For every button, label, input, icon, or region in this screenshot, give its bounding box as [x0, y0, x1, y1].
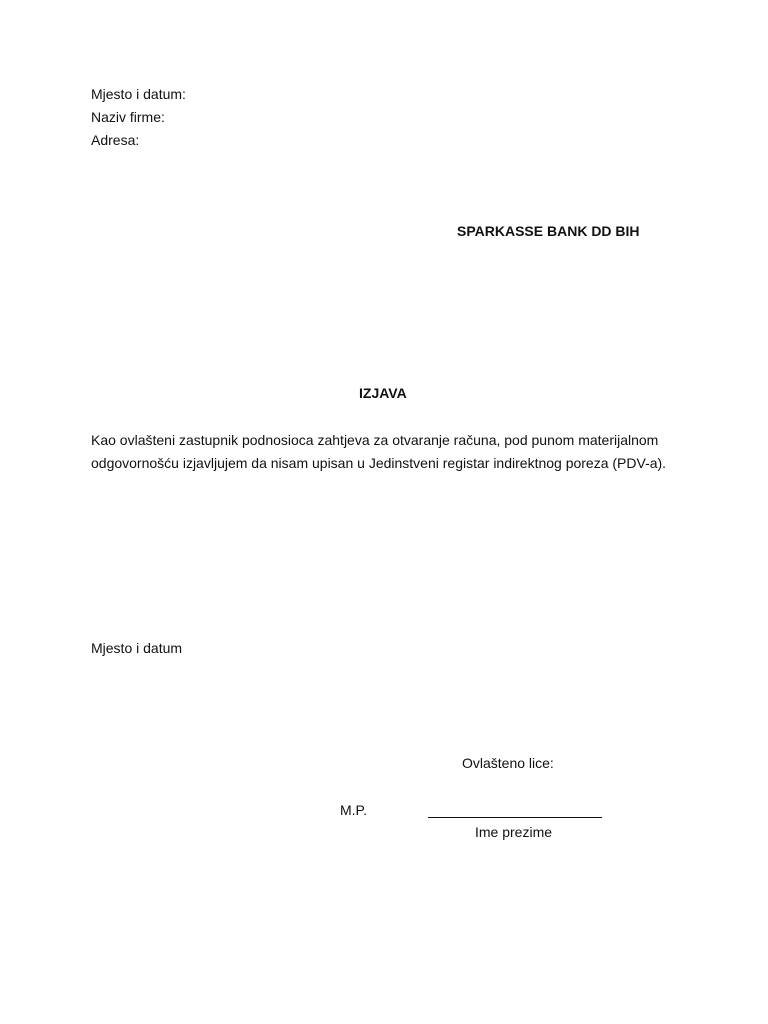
company-name-label: Naziv firme: — [91, 109, 165, 125]
statement-line-2: odgovornošću izjavljujem da nisam upisan u Jedinstveni registar indirektnog poreza (PDV-a). — [91, 455, 667, 471]
signature-line — [428, 801, 602, 818]
authorized-person-label: Ovlašteno lice: — [462, 755, 554, 771]
stamp-label: M.P. — [340, 802, 367, 818]
document-title: IZJAVA — [359, 385, 407, 401]
recipient-name: SPARKASSE BANK DD BIH — [457, 223, 640, 239]
address-label: Adresa: — [91, 132, 140, 148]
name-surname-label: Ime prezime — [475, 824, 553, 840]
footer-place-and-date-label: Mjesto i datum — [91, 640, 183, 656]
place-and-date-label: Mjesto i datum: — [91, 86, 186, 102]
statement-line-1: Kao ovlašteni zastupnik podnosioca zahtjeva za otvaranje računa, pod punom materijalnom — [91, 432, 659, 448]
